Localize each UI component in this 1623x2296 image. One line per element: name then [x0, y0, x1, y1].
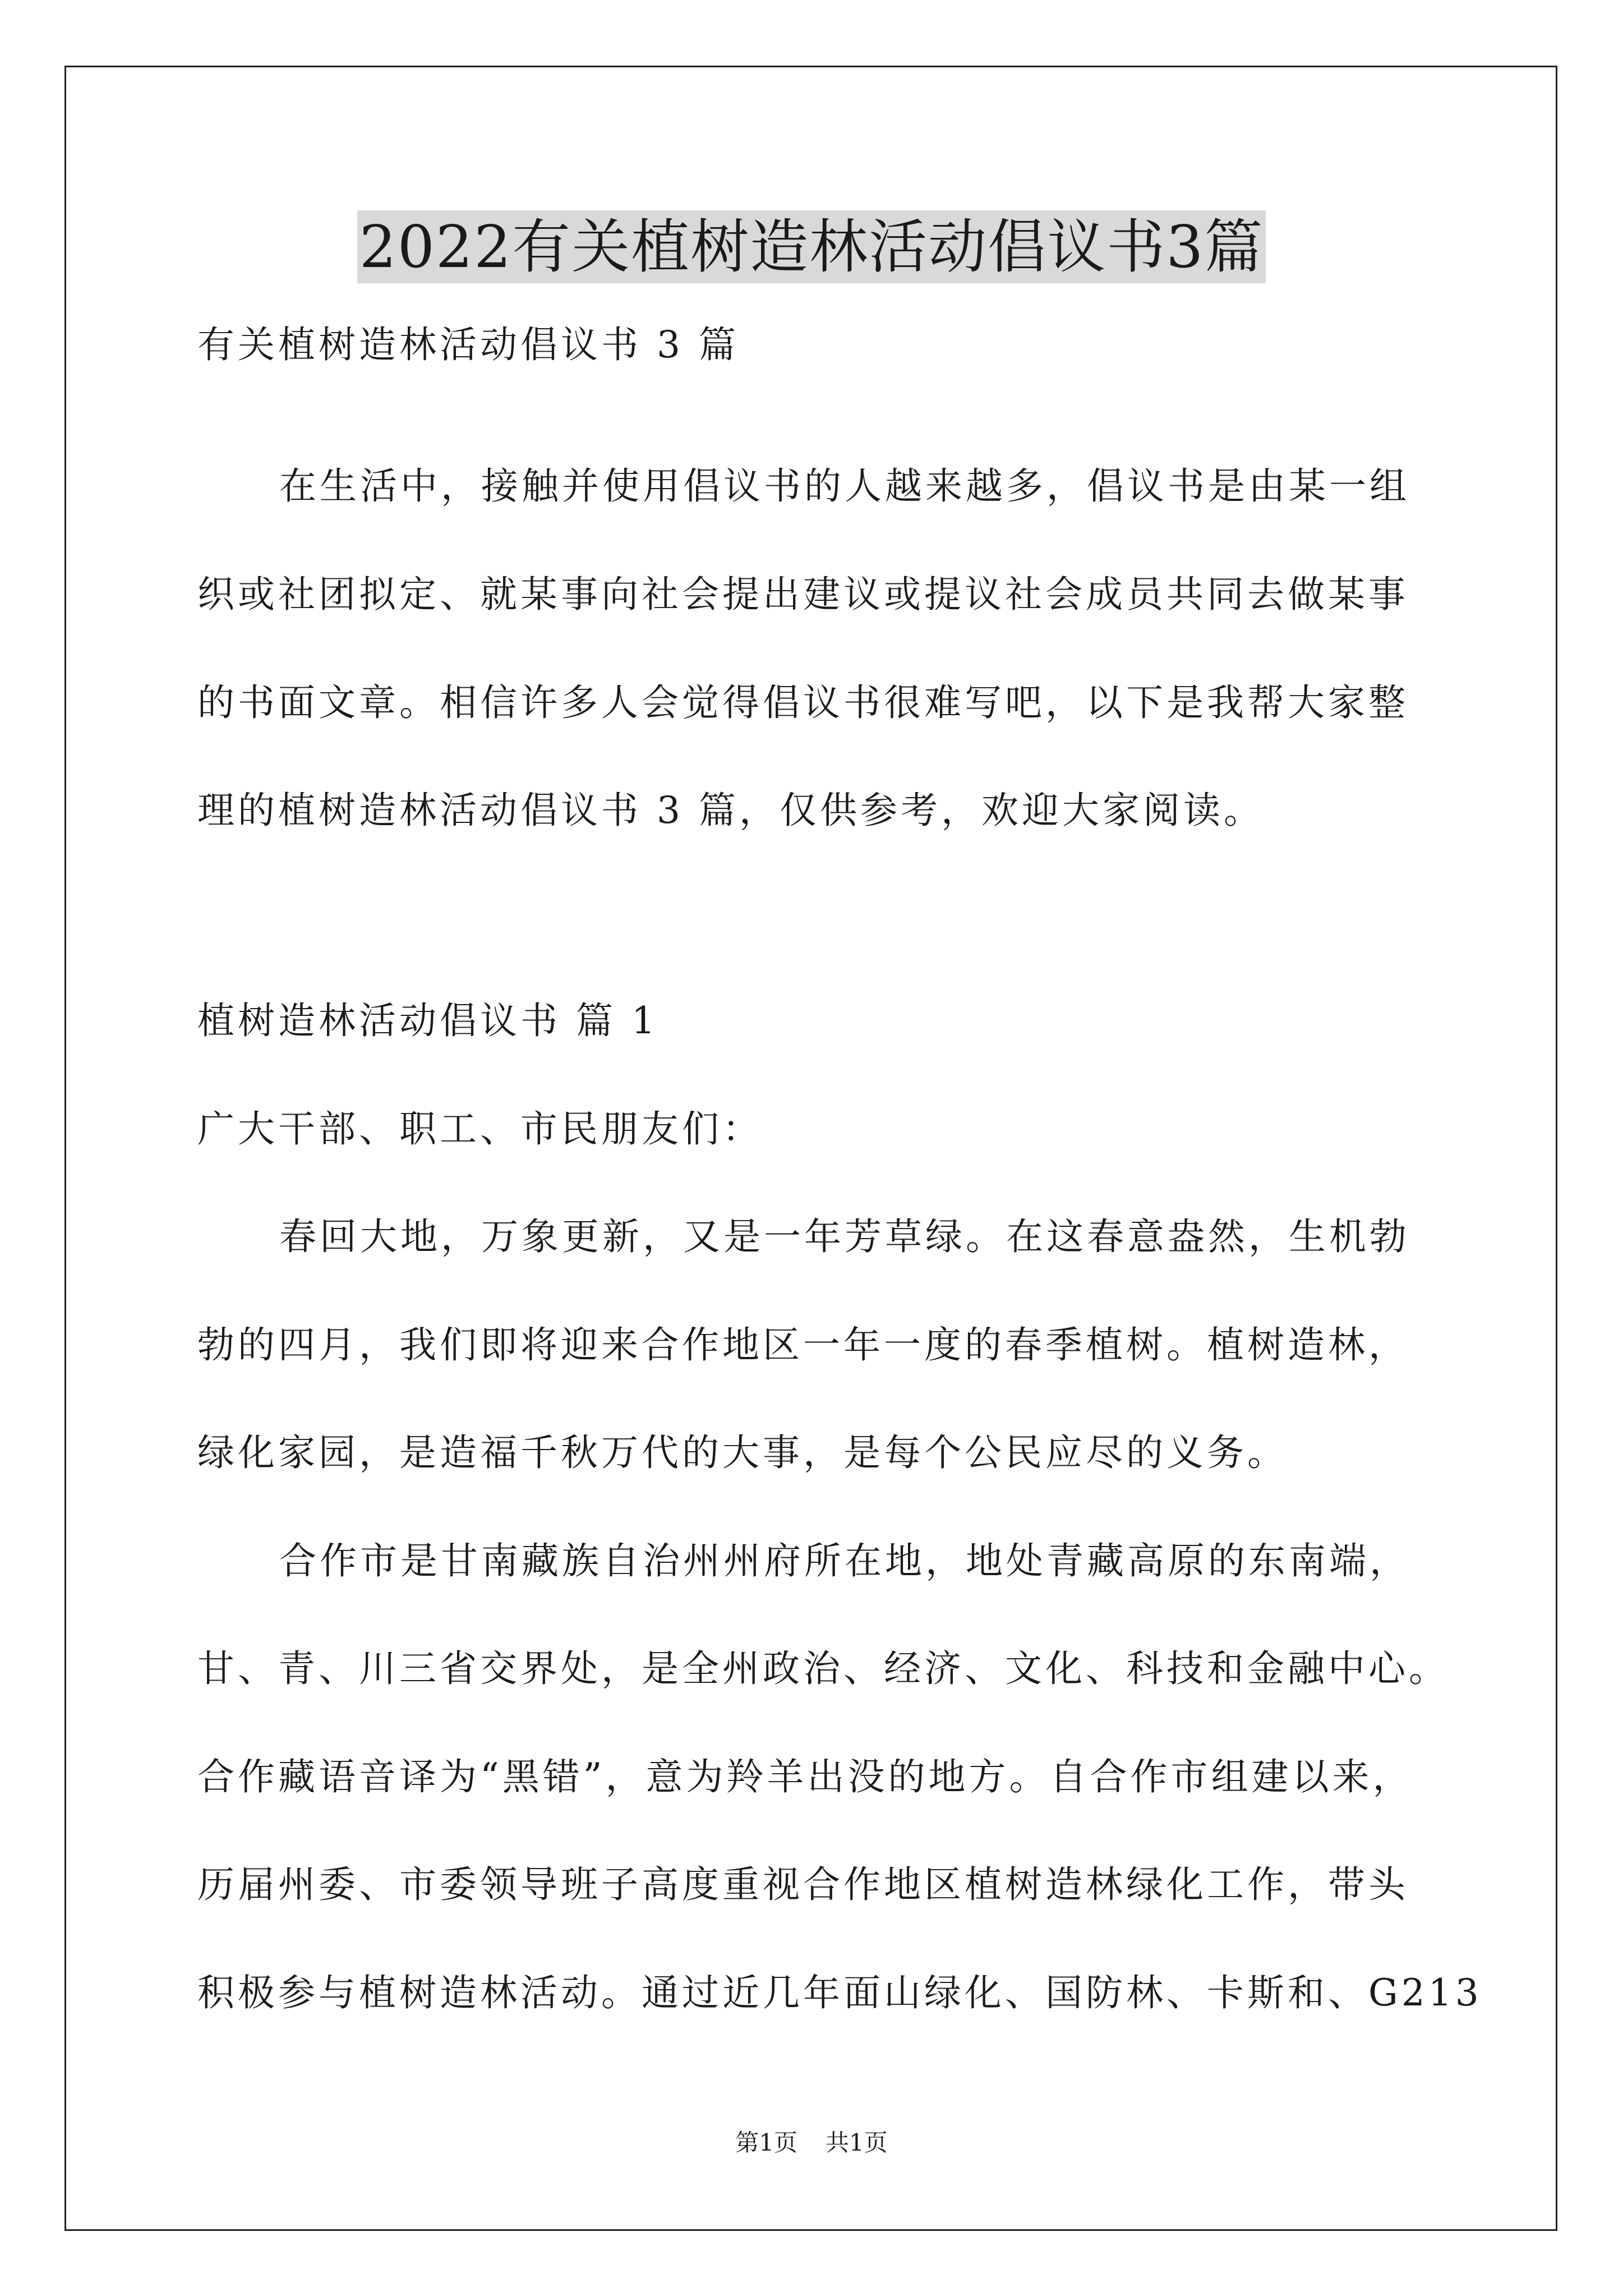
paragraph-line: 勃的四月，我们即将迎来合作地区一年一度的春季植树。植树造林，: [197, 1323, 1409, 1366]
salutation-line: 广大干部、职工、市民朋友们：: [197, 1107, 763, 1151]
paragraph-line: 织或社团拟定、就某事向社会提出建议或提议社会成员共同去做某事: [197, 573, 1409, 616]
paragraph-line: 理的植树造林活动倡议书 3 篇，仅供参考，欢迎大家阅读。: [197, 789, 1264, 832]
page-footer: [0, 2126, 1623, 2160]
document-title-text: 2022有关植树造林活动倡议书3篇: [357, 210, 1266, 283]
paragraph-line: 合作藏语音译为“黑错”，意为羚羊出没的地方。自合作市组建以来，: [197, 1755, 1413, 1798]
paragraph-line: 的书面文章。相信许多人会觉得倡议书很难写吧，以下是我帮大家整: [197, 681, 1409, 724]
paragraph-line: 合作市是甘南藏族自治州州府所在地，地处青藏高原的东南端，: [279, 1539, 1410, 1582]
paragraph-line: 在生活中，接触并使用倡议书的人越来越多，倡议书是由某一组: [279, 464, 1410, 508]
paragraph-line: 积极参与植树造林活动。通过近几年面山绿化、国防林、卡斯和、G213: [197, 1971, 1482, 2014]
subtitle-line: 有关植树造林活动倡议书 3 篇: [197, 323, 739, 366]
paragraph-line: 甘、青、川三省交界处，是全州政治、经济、文化、科技和金融中心。: [197, 1647, 1449, 1690]
page-number-current: 第1页: [735, 2129, 797, 2156]
document-title: [0, 208, 1623, 286]
page-number-total: 共1页: [826, 2129, 888, 2156]
paragraph-line: 绿化家园，是造福千秋万代的大事，是每个公民应尽的义务。: [197, 1431, 1288, 1474]
section-heading: 植树造林活动倡议书 篇 1: [197, 999, 658, 1042]
paragraph-line: 春回大地，万象更新，又是一年芳草绿。在这春意盎然，生机勃: [279, 1215, 1410, 1258]
paragraph-line: 历届州委、市委领导班子高度重视合作地区植树造林绿化工作，带头: [197, 1863, 1409, 1906]
